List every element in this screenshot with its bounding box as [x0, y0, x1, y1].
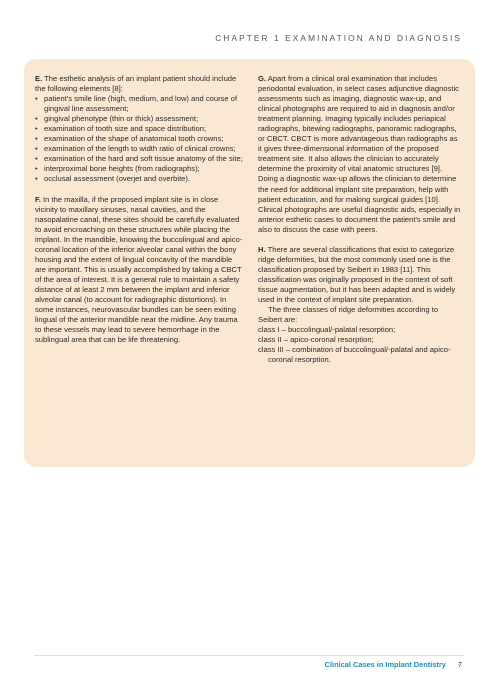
- list-item: • occlusal assessment (overjet and overbite).: [35, 174, 243, 184]
- list-item: • interproximal bone heights (from radiographs);: [35, 164, 243, 174]
- footer-divider: [34, 655, 464, 656]
- section-h-classes-intro: The three classes of ridge deformities according to Seibert are:: [258, 305, 439, 325]
- section-h: [258, 245, 463, 366]
- left-column: [35, 74, 243, 355]
- page-number: 7: [457, 660, 462, 669]
- section-f: [35, 195, 243, 346]
- seibert-classes-list: [258, 325, 463, 365]
- section-e: [35, 74, 243, 185]
- list-item: • examination of tooth size and space distribution;: [35, 124, 243, 134]
- section-h-text: There are several classifications that exist to categorize ridge deformities, but the most commonly used one is the classification proposed by Seibert in 1983 [11]. This classification was originally proposed in the context of soft tissue augmentation, but it has been adapted and is widely used in the context of implant site preparation.: [258, 244, 456, 304]
- section-e-label: E.: [35, 74, 43, 83]
- footer-book-title: Clinical Cases in Implant Dentistry: [324, 660, 446, 669]
- list-item: • patient's smile line (high, medium, and low) and course of gingival line assessment;: [35, 94, 243, 114]
- section-h-label: H.: [258, 244, 266, 254]
- list-item: • gingival phenotype (thin or thick) assessment;: [35, 114, 243, 124]
- list-item: • examination of the length to width ratio of clinical crowns;: [35, 144, 243, 154]
- section-h-paragraph: [258, 245, 463, 305]
- section-g-text: Apart from a clinical oral examination that includes periodontal evaluation, in select cases adjunctive diagnostic assessments such as imaging, diagnostic wax-up, and clinical photographs are required to aid in diagnosis and/or treatment planning. Imaging typically includes periapical radiographs, bitewing radiographs, panoramic radiographs, or CBCT. CBCT is more advantageous than radiographs as it gives three-dimensional information of the proposed treatment site. It also allows the clinician to accurately determine the proximity of vital anatomic structures [9]. Doing a diagnostic wax-up allows the clinician to determine the need for additional implant site preparation, help with patient education, and for making surgical guides [10]. Clinical photographs are useful diagnostic aids, especially in anterior esthetic cases to document the patient's smile and also to discuss the case with peers.: [258, 74, 461, 234]
- list-item: class I – buccolingual/-palatal resorption;: [258, 325, 396, 335]
- section-e-intro-text: The esthetic analysis of an implant patient should include the following elements [8]:: [35, 74, 237, 94]
- running-head: CHAPTER 1 EXAMINATION AND DIAGNOSIS: [215, 33, 462, 43]
- list-item: • examination of the hard and soft tissue anatomy of the site;: [35, 154, 243, 164]
- footer: [325, 660, 462, 669]
- section-g-paragraph: [258, 74, 463, 235]
- list-item: • examination of the shape of anatomical tooth crowns;: [35, 134, 243, 144]
- section-f-label: F.: [35, 194, 41, 204]
- esthetic-elements-list: [35, 94, 243, 184]
- section-g-label: G.: [258, 74, 267, 83]
- section-g: [258, 74, 463, 235]
- section-e-intro: [35, 74, 243, 94]
- right-column: [258, 74, 463, 375]
- section-f-text: In the maxilla, if the proposed implant site is in close vicinity to maxillary sinuses, nasal cavities, and the nasopalatine canal, these sites should be carefully evaluated to avoid encroaching on these structures while placing the implant. In the mandible, knowing the buccolingual and apico-coronal location of the inferior alveolar canal within the bony housing and the extent of lingual concavity of the mandible are important. This is usually accomplished by taking a CBCT of the area of interest. It is a general rule to maintain a safety distance of at least 2 mm between the implant and inferior alveolar canal (to account for radiographic distortions). In some instances, neurovascular bundles can be seen exiting lingual of the anterior mandible near the midline. Any trauma to these vessels may lead to severe hemorrhage in the sublingual area that can be life threatening.: [35, 194, 243, 345]
- list-item: class II – apico-coronal resorption;: [258, 335, 374, 345]
- list-item: class III – combination of buccolingual/-palatal and apico-coronal resorption.: [258, 345, 451, 365]
- section-f-paragraph: [35, 195, 243, 346]
